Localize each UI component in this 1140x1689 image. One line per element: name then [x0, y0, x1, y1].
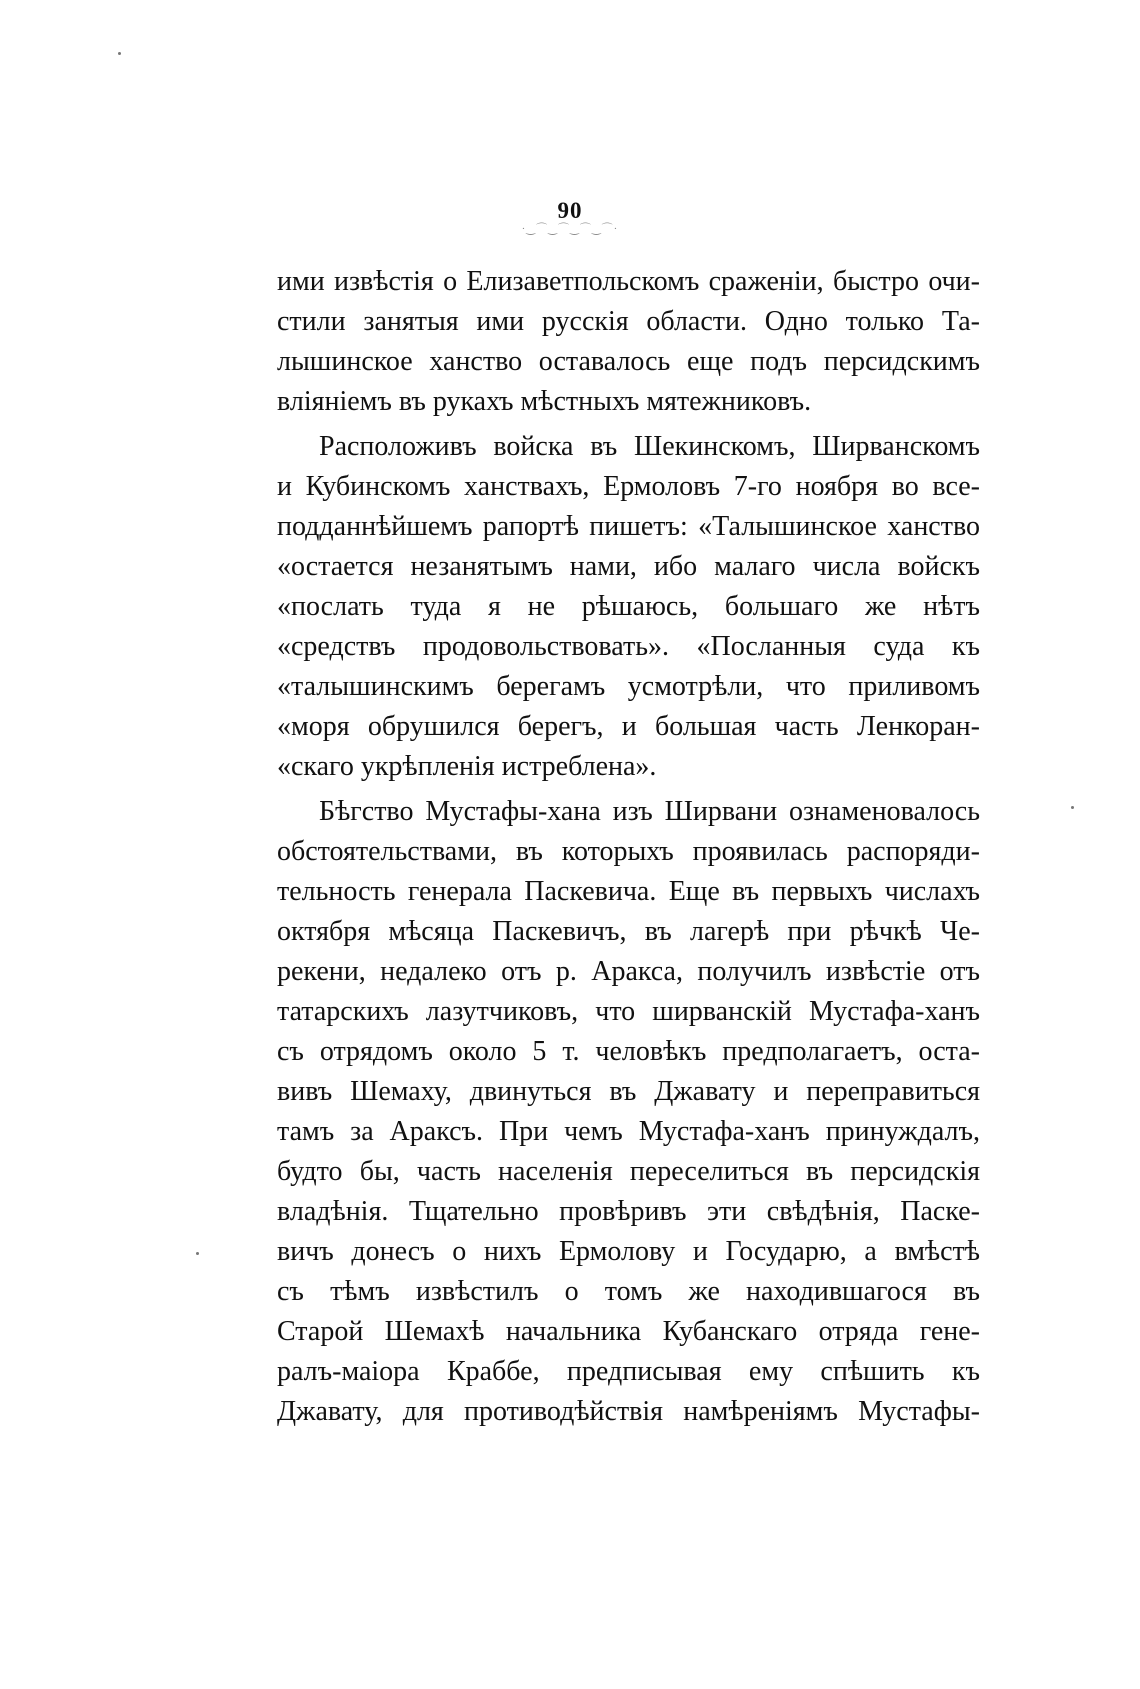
text-line: ими извѣстія о Елизаветпольскомъ сраженіи, быстро очи- [277, 266, 980, 297]
paragraph-1 [277, 262, 980, 422]
text-line: ралъ-маіора Краббе, предписывая ему спѣшить къ [277, 1356, 980, 1387]
text-line: Бѣгство Мустафы-хана изъ Ширвани ознаменовалось [319, 796, 980, 827]
text-line: тамъ за Араксъ. При чемъ Мустафа-ханъ принуждалъ, [277, 1116, 980, 1147]
text-line: вивъ Шемаху, двинуться въ Джавату и переправиться [277, 1076, 980, 1107]
text-line: «остается незанятымъ нами, ибо малаго числа войскъ [277, 551, 980, 582]
text-line: октября мѣсяца Паскевичъ, въ лагерѣ при рѣчкѣ Че- [277, 916, 980, 947]
text-line: съ отрядомъ около 5 т. человѣкъ предполагаетъ, оста- [277, 1036, 980, 1067]
text-line: обстоятельствами, въ которыхъ проявилась распоряди- [277, 836, 980, 867]
text-line: стили занятыя ими русскія области. Одно только Та- [277, 306, 980, 337]
text-line: рекени, недалеко отъ р. Аракса, получилъ извѣстіе отъ [277, 956, 980, 987]
text-line: владѣнія. Тщательно провѣривъ эти свѣдѣнія, Паске- [277, 1196, 980, 1227]
page-number: 90 [557, 198, 583, 223]
scan-speck [118, 52, 121, 55]
text-line: и Кубинскомъ ханствахъ, Ермоловъ 7-го ноября во все- [277, 471, 980, 502]
text-line: Расположивъ войска въ Шекинскомъ, Ширванскомъ [319, 431, 980, 462]
text-line: «скаго укрѣпленія истреблена». [277, 751, 657, 782]
body-text [277, 262, 980, 1432]
paragraph-3 [277, 792, 980, 1432]
text-line: вичъ донесъ о нихъ Ермолову и Государю, а вмѣстѣ [277, 1236, 980, 1267]
text-line: «моря обрушился берегъ, и большая часть Ленкоран- [277, 711, 980, 742]
text-line: «средствъ продовольствовать». «Посланныя суда къ [277, 631, 980, 662]
scan-speck [1071, 806, 1074, 809]
text-line: будто бы, часть населенія переселиться въ персидскія [277, 1156, 980, 1187]
page-number-ornament: ·‿⌒‿⌒‿⌒‿⌒· [521, 223, 619, 235]
text-line: «послать туда я не рѣшаюсь, большаго же нѣтъ [277, 591, 980, 622]
text-line: Старой Шемахѣ начальника Кубанскаго отряда гене- [277, 1316, 980, 1347]
text-line: тельность генерала Паскевича. Еще въ первыхъ числахъ [277, 876, 980, 907]
text-line: лышинское ханство оставалось еще подъ персидскимъ [277, 346, 980, 377]
text-line: подданнѣйшемъ рапортѣ пишетъ: «Талышинское ханство [277, 511, 980, 542]
text-line: Джавату, для противодѣйствія намѣреніямъ Мустафы- [277, 1396, 980, 1427]
text-line: «талышинскимъ берегамъ усмотрѣли, что приливомъ [277, 671, 980, 702]
text-line: татарскихъ лазутчиковъ, что ширванскій Мустафа-ханъ [277, 996, 980, 1027]
text-line: вліяніемъ въ рукахъ мѣстныхъ мятежниковъ. [277, 386, 812, 417]
text-line: съ тѣмъ извѣстилъ о томъ же находившагося въ [277, 1276, 980, 1307]
scan-speck [196, 1252, 199, 1255]
paragraph-2 [277, 427, 980, 787]
